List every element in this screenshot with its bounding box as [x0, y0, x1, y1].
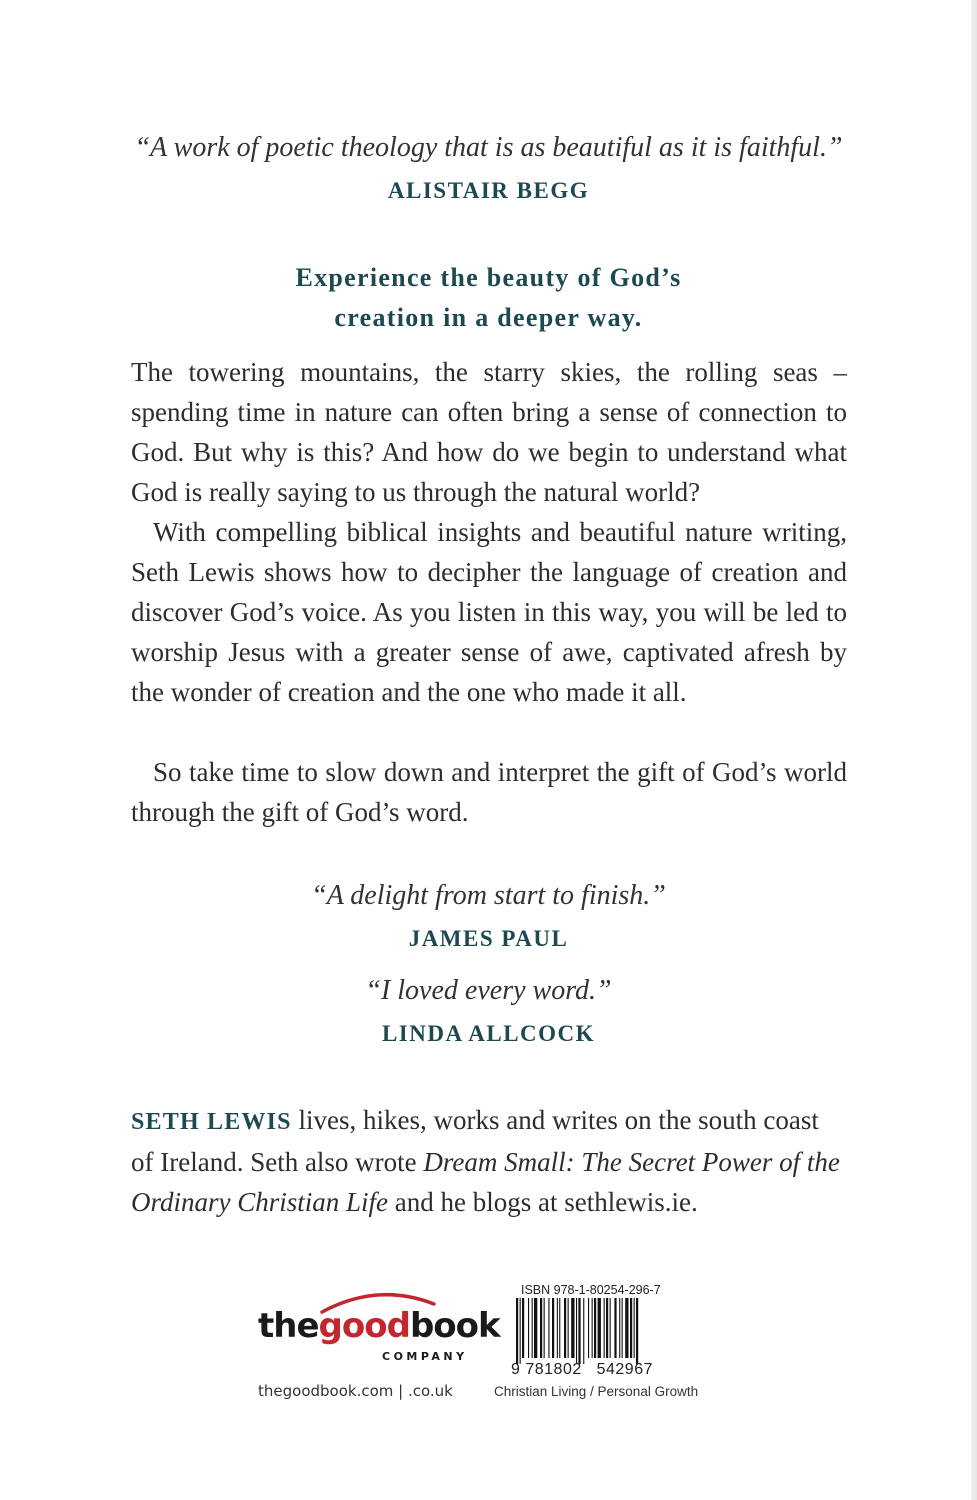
quote-text-1: “A work of poetic theology that is as beautiful as it is faithful.” — [134, 132, 843, 163]
quote-author-3: LINDA ALLCOCK — [381, 1021, 596, 1046]
isbn-label: ISBN 978-1-80254-296-7 — [521, 1283, 661, 1297]
bio-text-2: and he blogs at sethlewis.ie. — [388, 1187, 698, 1217]
quote-text-2: “A delight from start to finish.” — [311, 880, 666, 911]
barcode-digits — [511, 1361, 653, 1379]
description-paragraph-1: The towering mountains, the starry skies, the rolling seas – spending time in nature can often bring a sense of connection to God. But why is this? And how do we begin to understand what God is really saying to us through the natural world? — [131, 357, 847, 507]
publisher-logo — [258, 1288, 500, 1368]
tagline-line-2: creation in a deeper way. — [334, 303, 643, 332]
barcode-icon — [514, 1298, 674, 1364]
barcode-digit-first: 9 — [511, 1361, 521, 1378]
barcode-digits-right: 542967 — [596, 1361, 653, 1378]
logo-wordmark — [258, 1306, 500, 1346]
bio-book-title: Dream Small: The Secret Power of the Ordinary Christian Life — [131, 1147, 840, 1217]
author-bio — [131, 1100, 847, 1222]
logo-the: the — [258, 1306, 319, 1346]
description-paragraph-3: So take time to slow down and interpret the gift of God’s world through the gift of God’s word. — [131, 757, 847, 827]
logo-company: COMPANY — [382, 1350, 468, 1363]
logo-good: good — [318, 1306, 410, 1346]
description-paragraph-2: With compelling biblical insights and beautiful nature writing, Seth Lewis shows how to decipher the language of creation and discover God’s voice. As you listen in this way, you will be led to worship Jesus with a greater sense of awe, captivated afresh by the wonder of creation and the one who made it all. — [131, 517, 847, 707]
bio-text-1: lives, hikes, works and writes on the south coast of Ireland. Seth also wrote — [131, 1105, 819, 1177]
tagline-line-1: Experience the beauty of God’s — [295, 263, 682, 292]
author-name: SETH LEWIS — [131, 1109, 292, 1135]
quote-text-3: “I loved every word.” — [365, 975, 612, 1006]
page-edge-shadow — [971, 0, 977, 1500]
logo-book: book — [409, 1306, 500, 1346]
tagline — [0, 258, 977, 338]
quote-author-1: ALISTAIR BEGG — [387, 178, 590, 203]
quote-author-2: JAMES PAUL — [408, 926, 569, 951]
book-category: Christian Living / Personal Growth — [494, 1384, 699, 1399]
barcode-digits-left: 781802 — [525, 1361, 582, 1378]
publisher-url: thegoodbook.com | .co.uk — [258, 1382, 453, 1400]
